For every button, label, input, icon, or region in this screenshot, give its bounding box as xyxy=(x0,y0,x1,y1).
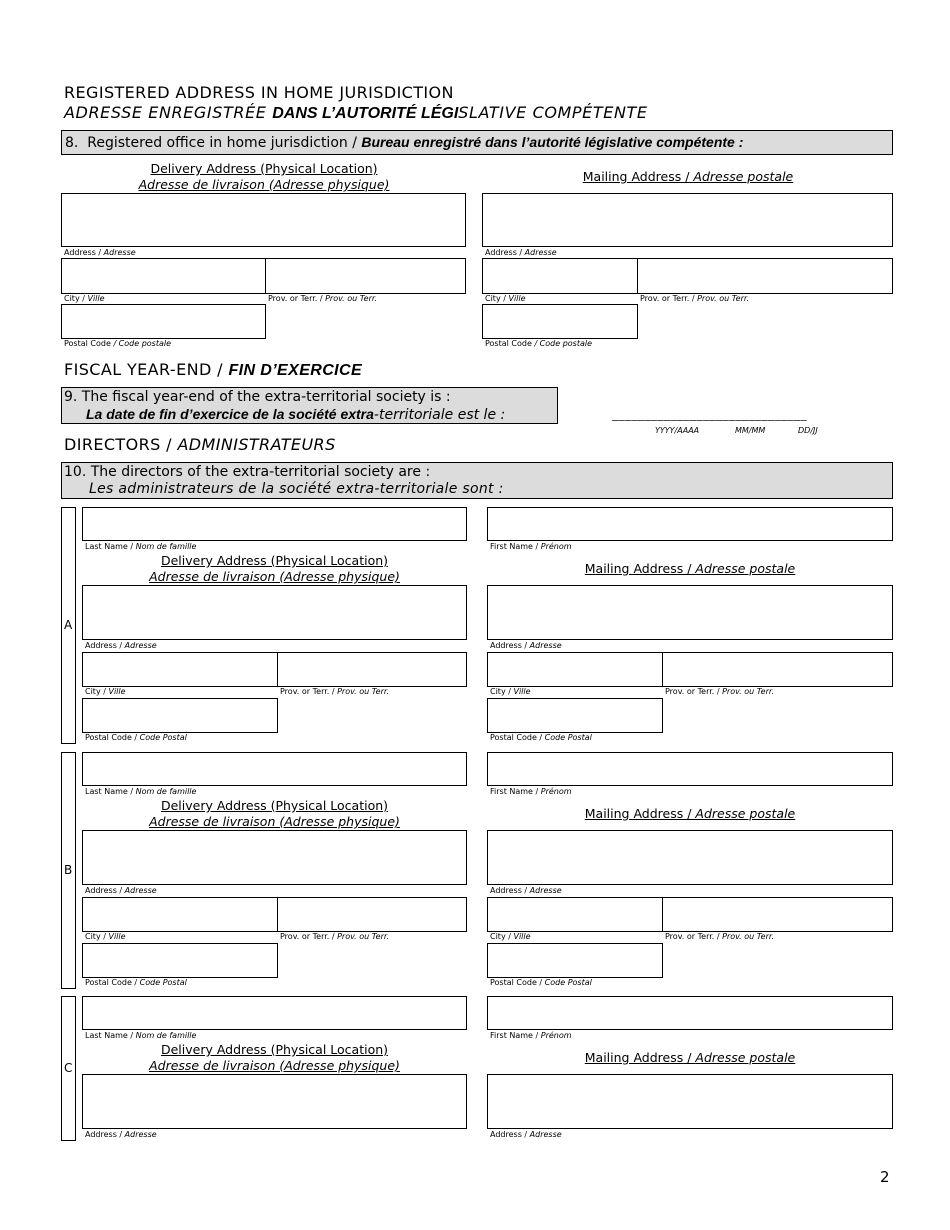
director-a-delivery-prov-field[interactable] xyxy=(277,652,467,687)
director-c-mailing-heading: Mailing Address / Adresse postale xyxy=(584,1050,796,1065)
director-b-mailing-postal-label: Postal Code / Code Postal xyxy=(490,978,592,987)
director-b-mailing-city-label: City / Ville xyxy=(490,932,531,941)
director-a-delivery-address-label: Address / Adresse xyxy=(85,641,157,650)
directors-title: DIRECTORS / ADMINISTRATEURS xyxy=(64,435,336,454)
reg-delivery-city-field[interactable] xyxy=(61,258,266,294)
director-c-first-name-label: First Name / Prénom xyxy=(490,1031,572,1040)
director-b-delivery-prov-field[interactable] xyxy=(277,897,467,932)
q8-bar xyxy=(61,130,893,155)
director-b-mailing-city-field[interactable] xyxy=(487,897,663,932)
director-c-letter: C xyxy=(64,1061,73,1075)
director-a-mailing-postal-field[interactable] xyxy=(487,698,663,733)
director-c-first-name-field[interactable] xyxy=(487,996,893,1030)
q8-text: 8. Registered office in home jurisdiction / Bureau enregistré dans l’autorité législative compétente : xyxy=(65,134,744,151)
reg-mailing-prov-label: Prov. or Terr. / Prov. ou Terr. xyxy=(640,294,749,303)
reg-mailing-prov-field[interactable] xyxy=(637,258,893,294)
director-a-mailing-address-label: Address / Adresse xyxy=(490,641,562,650)
q10-bar xyxy=(61,462,893,499)
director-b-delivery-heading: Delivery Address (Physical Location) Adresse de livraison (Adresse physique) xyxy=(149,798,400,829)
director-c-delivery-address-field[interactable] xyxy=(82,1074,467,1129)
reg-mailing-address-label: Address / Adresse xyxy=(485,248,557,257)
director-b-first-name-label: First Name / Prénom xyxy=(490,787,572,796)
reg-mailing-city-field[interactable] xyxy=(482,258,638,294)
reg-delivery-prov-field[interactable] xyxy=(265,258,466,294)
director-b-delivery-city-field[interactable] xyxy=(82,897,278,932)
q9-line1: 9. The fiscal year-end of the extra-territorial society is : xyxy=(64,389,451,405)
registered-title-fr: ADRESSE ENREGISTRÉE DANS L’AUTORITÉ LÉGISLATIVE COMPÉTENTE xyxy=(64,103,648,122)
director-c-delivery-heading: Delivery Address (Physical Location) Adresse de livraison (Adresse physique) xyxy=(149,1042,400,1073)
director-b-mailing-address-field[interactable] xyxy=(487,830,893,885)
director-b-mailing-prov-field[interactable] xyxy=(662,897,893,932)
director-b-mailing-address-label: Address / Adresse xyxy=(490,886,562,895)
director-a-first-name-field[interactable] xyxy=(487,507,893,541)
director-c-mailing-address-label: Address / Adresse xyxy=(490,1130,562,1139)
director-a-mailing-city-field[interactable] xyxy=(487,652,663,687)
director-a-letter: A xyxy=(64,618,73,632)
reg-delivery-address-field[interactable] xyxy=(61,193,466,247)
reg-delivery-postal-label: Postal Code / Code postale xyxy=(64,339,172,348)
director-a-delivery-heading: Delivery Address (Physical Location) Adresse de livraison (Adresse physique) xyxy=(149,553,400,584)
director-a-delivery-city-label: City / Ville xyxy=(85,687,126,696)
director-a-delivery-city-field[interactable] xyxy=(82,652,278,687)
director-b-delivery-city-label: City / Ville xyxy=(85,932,126,941)
director-b-mailing-postal-field[interactable] xyxy=(487,943,663,978)
director-a-delivery-address-field[interactable] xyxy=(82,585,467,640)
reg-delivery-postal-field[interactable] xyxy=(61,304,266,339)
director-a-delivery-postal-label: Postal Code / Code Postal xyxy=(85,733,187,742)
director-b-letter: B xyxy=(64,863,73,877)
director-a-last-name-field[interactable] xyxy=(82,507,467,541)
director-b-last-name-field[interactable] xyxy=(82,752,467,786)
reg-mailing-address-field[interactable] xyxy=(482,193,893,247)
director-b-delivery-address-label: Address / Adresse xyxy=(85,886,157,895)
reg-mailing-heading: Mailing Address / Adresse postale xyxy=(582,169,794,184)
reg-mailing-city-label: City / Ville xyxy=(485,294,526,303)
reg-delivery-address-label: Address / Adresse xyxy=(64,248,136,257)
registered-title-en: REGISTERED ADDRESS IN HOME JURISDICTION xyxy=(64,83,454,102)
director-a-last-name-label: Last Name / Nom de famille xyxy=(85,542,197,551)
director-a-mailing-prov-field[interactable] xyxy=(662,652,893,687)
director-a-mailing-postal-label: Postal Code / Code Postal xyxy=(490,733,592,742)
reg-delivery-heading: Delivery Address (Physical Location) Adresse de livraison (Adresse physique) xyxy=(138,161,390,192)
director-a-mailing-city-label: City / Ville xyxy=(490,687,531,696)
director-b-first-name-field[interactable] xyxy=(487,752,893,786)
reg-mailing-postal-label: Postal Code / Code postale xyxy=(485,339,593,348)
director-c-last-name-label: Last Name / Nom de famille xyxy=(85,1031,197,1040)
fiscal-date-line[interactable]: ______________________________ xyxy=(612,407,807,421)
date-day-label: DD/JJ xyxy=(798,426,818,435)
director-a-first-name-label: First Name / Prénom xyxy=(490,542,572,551)
reg-mailing-postal-field[interactable] xyxy=(482,304,638,339)
date-year-label: YYYY/AAAA xyxy=(655,426,700,435)
director-b-mailing-prov-label: Prov. or Terr. / Prov. ou Terr. xyxy=(665,932,774,941)
q9-line2: La date de fin d’exercice de la société extra-territoriale est le : xyxy=(86,406,506,423)
director-b-delivery-prov-label: Prov. or Terr. / Prov. ou Terr. xyxy=(280,932,389,941)
director-a-mailing-heading: Mailing Address / Adresse postale xyxy=(584,561,796,576)
director-a-delivery-postal-field[interactable] xyxy=(82,698,278,733)
director-b-delivery-address-field[interactable] xyxy=(82,830,467,885)
director-b-mailing-heading: Mailing Address / Adresse postale xyxy=(584,806,796,821)
fiscal-title: FISCAL YEAR-END / FIN D’EXERCICE xyxy=(64,360,363,379)
q10-line2: Les administrateurs de la société extra-territoriale sont : xyxy=(89,481,504,497)
director-c-last-name-field[interactable] xyxy=(82,996,467,1030)
director-a-delivery-prov-label: Prov. or Terr. / Prov. ou Terr. xyxy=(280,687,389,696)
director-b-delivery-postal-label: Postal Code / Code Postal xyxy=(85,978,187,987)
director-b-last-name-label: Last Name / Nom de famille xyxy=(85,787,197,796)
reg-delivery-city-label: City / Ville xyxy=(64,294,105,303)
director-a-mailing-address-field[interactable] xyxy=(487,585,893,640)
q10-line1: 10. The directors of the extra-territorial society are : xyxy=(64,464,431,480)
q9-bar xyxy=(61,387,558,424)
director-a-mailing-prov-label: Prov. or Terr. / Prov. ou Terr. xyxy=(665,687,774,696)
reg-delivery-prov-label: Prov. or Terr. / Prov. ou Terr. xyxy=(268,294,377,303)
page-number: 2 xyxy=(880,1168,890,1186)
date-month-label: MM/MM xyxy=(735,426,766,435)
director-c-delivery-address-label: Address / Adresse xyxy=(85,1130,157,1139)
director-b-delivery-postal-field[interactable] xyxy=(82,943,278,978)
director-c-mailing-address-field[interactable] xyxy=(487,1074,893,1129)
